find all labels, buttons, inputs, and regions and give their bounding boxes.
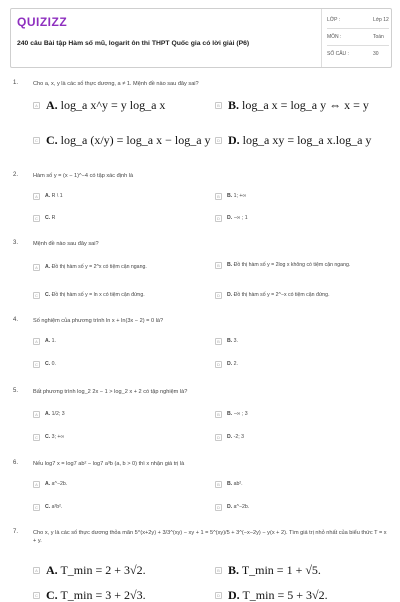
q3-option-a[interactable]: [33, 264, 205, 271]
option-box[interactable]: A: [33, 567, 40, 574]
q1-option-c[interactable]: [33, 133, 211, 147]
q2-option-b[interactable]: [215, 193, 246, 200]
option-box[interactable]: B: [215, 567, 222, 574]
option-box[interactable]: C: [33, 215, 40, 222]
option-text: D. 2.: [227, 361, 238, 368]
option-box[interactable]: B: [215, 102, 222, 109]
meta-divider: [327, 45, 389, 46]
option-text: B. −∞ ; 3: [227, 411, 248, 418]
question-text: Nếu log7 x = log7 ab² − log7 a³b (a, b > 0) thì x nhận giá trị là: [33, 461, 185, 467]
meta-value-class: Lớp 12: [373, 17, 389, 23]
meta-divider: [327, 28, 389, 29]
option-box[interactable]: D: [215, 592, 222, 599]
q3-option-d[interactable]: [215, 292, 377, 299]
option-text: A. R \ 1: [45, 193, 63, 200]
q2-option-c[interactable]: [33, 215, 55, 222]
option-box[interactable]: B: [215, 411, 222, 418]
q3-option-b[interactable]: [215, 262, 377, 269]
option-box[interactable]: B: [215, 338, 222, 345]
meta-value-count: 30: [373, 51, 379, 57]
option-text: B. ab².: [227, 481, 243, 488]
option-text: C. a²b².: [45, 504, 63, 511]
q6-option-b[interactable]: [215, 481, 243, 488]
question-number: 4.: [13, 317, 19, 323]
question-number: 2.: [13, 172, 19, 178]
question-number: 3.: [13, 240, 19, 246]
question-number: 1.: [13, 80, 19, 86]
option-text: C. T_min = 3 + 2√3.: [46, 588, 146, 602]
option-text: A. 1/2; 3: [45, 411, 65, 418]
option-text: C. R: [45, 215, 56, 222]
question-text: Cho a, x, y là các số thực dương, a ≠ 1. Mệnh đề nào sau đây sai?: [33, 81, 199, 87]
option-text: D. a^−2b.: [227, 504, 250, 511]
q7-option-a[interactable]: [33, 563, 146, 577]
q5-option-a[interactable]: [33, 411, 65, 418]
option-text: D. -2; 3: [227, 434, 245, 441]
option-box[interactable]: D: [215, 137, 222, 144]
option-box[interactable]: D: [215, 292, 222, 299]
question-text: Số nghiệm của phương trình ln x + ln(3x − 2) = 0 là?: [33, 318, 164, 324]
q5-option-d[interactable]: [215, 434, 244, 441]
q6-option-a[interactable]: [33, 481, 67, 488]
quizizz-logo: QUIZIZZ: [17, 15, 68, 29]
option-text: B. 1; +∞: [227, 193, 247, 200]
option-text: A. T_min = 2 + 3√2.: [46, 563, 146, 577]
question-text: Hàm số y = (x − 1)^−4 có tập xác định là: [33, 173, 134, 179]
q4-option-c[interactable]: [33, 361, 56, 368]
option-text: A. a^−2b.: [45, 481, 68, 488]
option-box[interactable]: D: [215, 504, 222, 511]
q4-option-b[interactable]: [215, 338, 238, 345]
q2-option-d[interactable]: [215, 215, 248, 222]
q5-option-c[interactable]: [33, 434, 64, 441]
option-box[interactable]: D: [215, 434, 222, 441]
option-box[interactable]: A: [33, 481, 40, 488]
meta-label-count: SỐ CÂU :: [327, 51, 349, 57]
q6-option-c[interactable]: [33, 504, 62, 511]
option-box[interactable]: A: [33, 338, 40, 345]
question-number: 6.: [13, 460, 19, 466]
option-text: D. log_a xy = log_a x.log_a y: [228, 133, 372, 147]
option-box[interactable]: D: [215, 215, 222, 222]
meta-label-class: LỚP :: [327, 17, 341, 23]
meta-value-subject: Toán: [373, 34, 384, 40]
option-box[interactable]: B: [215, 193, 222, 200]
option-box[interactable]: C: [33, 137, 40, 144]
option-text: B. 3.: [227, 338, 238, 345]
q2-option-a[interactable]: [33, 193, 63, 200]
option-box[interactable]: B: [215, 262, 222, 269]
option-text: A. log_a x^y = y log_a x: [46, 98, 166, 112]
q1-option-a[interactable]: [33, 98, 165, 112]
option-text: B. log_a x = log_a y ⇔ x = y: [228, 98, 369, 112]
option-box[interactable]: A: [33, 264, 40, 271]
question-number: 7.: [13, 529, 19, 535]
option-text: A. Đồ thị hàm số y = 2^x có tiệm cận ngang.: [45, 264, 147, 271]
header-divider: [321, 9, 322, 67]
option-box[interactable]: C: [33, 292, 40, 299]
option-box[interactable]: D: [215, 361, 222, 368]
question-text: Bất phương trình log_2 2x − 1 > log_2 x + 2 có tập nghiệm là?: [33, 389, 188, 395]
option-text: C. log_a (x/y) = log_a x − log_a y: [46, 133, 211, 147]
option-box[interactable]: A: [33, 411, 40, 418]
option-box[interactable]: B: [215, 481, 222, 488]
option-text: B. Đồ thị hàm số y = 2log x không có tiệm cận ngang.: [227, 262, 351, 269]
q4-option-d[interactable]: [215, 361, 238, 368]
q5-option-b[interactable]: [215, 411, 248, 418]
option-text: C. 3; +∞: [45, 434, 65, 441]
option-box[interactable]: C: [33, 504, 40, 511]
question-text: Mệnh đề nào sau đây sai?: [33, 241, 99, 247]
option-text: C. Đồ thị hàm số y = ln x có tiệm cận đứng.: [45, 292, 145, 299]
option-box[interactable]: A: [33, 102, 40, 109]
option-box[interactable]: A: [33, 193, 40, 200]
meta-label-subject: MÔN :: [327, 34, 342, 40]
option-box[interactable]: C: [33, 592, 40, 599]
q1-option-d[interactable]: [215, 133, 371, 147]
option-text: D. −∞ ; 1: [227, 215, 248, 222]
q7-option-b[interactable]: [215, 563, 321, 577]
question-text: Cho x, y là các số thực dương thỏa mãn 5^(x+2y) + 3/3^(xy) − xy + 1 = 5^(xy)/5 + 3^(−x−2y) − y(x + 2). Tìm giá trị nhỏ nhất của biểu thức T = x + y.: [33, 530, 387, 544]
q4-option-a[interactable]: [33, 338, 56, 345]
option-text: B. T_min = 1 + √5.: [228, 563, 321, 577]
worksheet-header: [10, 8, 392, 68]
worksheet-title: 240 câu Bài tập Hàm số mũ, logarit ôn thi THPT Quốc gia có lời giải (P6): [17, 40, 250, 47]
option-text: C. 0.: [45, 361, 56, 368]
option-text: D. Đồ thị hàm số y = 2^−x có tiệm cận đứng.: [227, 292, 330, 299]
option-box[interactable]: C: [33, 361, 40, 368]
question-number: 5.: [13, 388, 19, 394]
option-text: D. T_min = 5 + 3√2.: [228, 588, 328, 602]
q3-option-c[interactable]: [33, 292, 205, 299]
q1-option-b[interactable]: [215, 98, 369, 112]
option-box[interactable]: C: [33, 434, 40, 441]
option-text: A. 1.: [45, 338, 56, 345]
q6-option-d[interactable]: [215, 504, 249, 511]
